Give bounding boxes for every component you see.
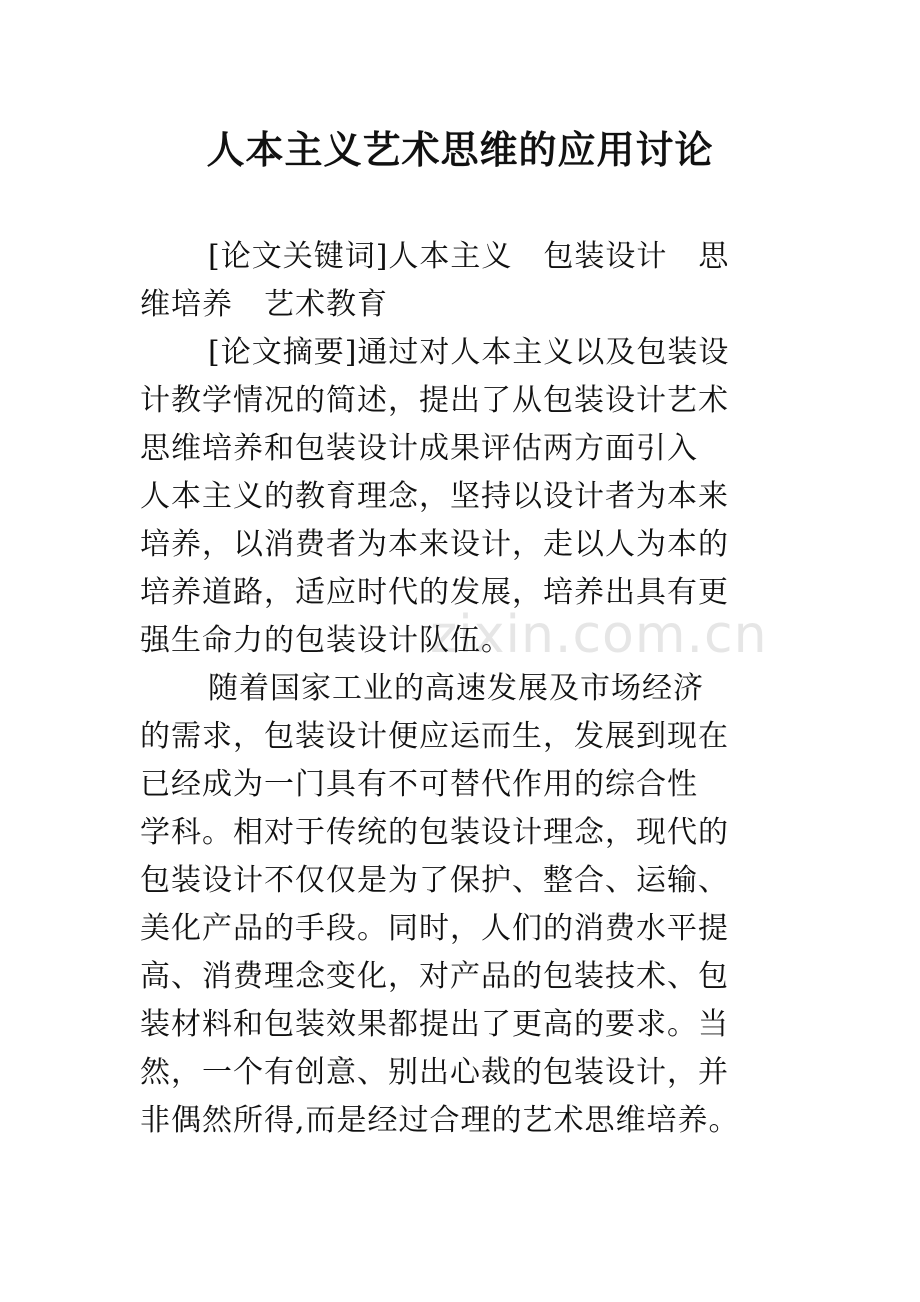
body-line-5: 包装设计不仅仅是为了保护、整合、运输、 <box>140 863 729 898</box>
body-line-1: 随着国家工业的高速发展及市场经济 <box>208 671 704 706</box>
abstract-line-5: 培养，以消费者为本来设计，走以人为本的 <box>140 527 729 562</box>
body-line-9: 然，一个有创意、别出心裁的包装设计，并 <box>140 1055 729 1090</box>
abstract-line-3: 思维培养和包装设计成果评估两方面引入 <box>140 431 698 466</box>
body-line-3: 已经成为一门具有不可替代作用的综合性 <box>140 767 698 802</box>
abstract-line-7: 强生命力的包装设计队伍。 <box>140 623 512 658</box>
body-line-10: 非偶然所得,而是经过合理的艺术思维培养。 <box>140 1103 740 1138</box>
watermark: zixin.com.cn <box>430 605 768 665</box>
abstract-line-4: 人本主义的教育理念，坚持以设计者为本来 <box>140 479 729 514</box>
abstract-line-6: 培养道路，适应时代的发展，培养出具有更 <box>140 575 729 610</box>
body-line-2: 的需求，包装设计便应运而生，发展到现在 <box>140 719 729 754</box>
body-line-8: 装材料和包装效果都提出了更高的要求。当 <box>140 1007 729 1042</box>
abstract-line-2: 计教学情况的简述，提出了从包装设计艺术 <box>140 383 729 418</box>
abstract-line-1: [论文摘要]通过对人本主义以及包装设 <box>208 335 730 370</box>
keywords-line-2: 维培养 艺术教育 <box>140 287 388 322</box>
document-title: 人本主义艺术思维的应用讨论 <box>206 127 714 172</box>
body-line-7: 高、消费理念变化，对产品的包装技术、包 <box>140 959 729 994</box>
body-line-4: 学科。相对于传统的包装设计理念，现代的 <box>140 815 729 850</box>
keywords-line-1: [论文关键词]人本主义 包装设计 思 <box>208 239 730 274</box>
body-line-6: 美化产品的手段。同时，人们的消费水平提 <box>140 911 729 946</box>
